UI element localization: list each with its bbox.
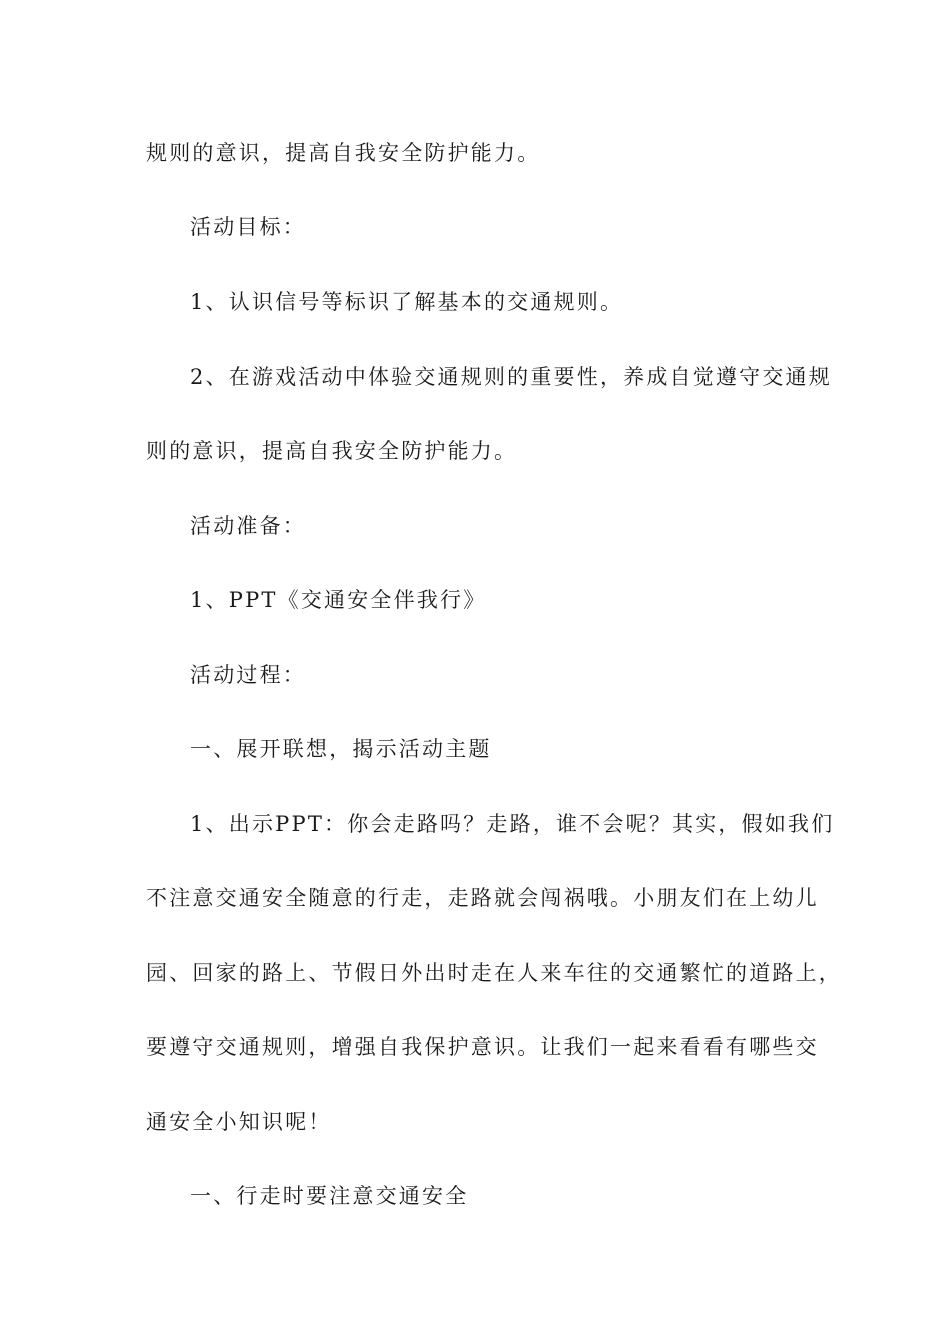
paragraph-line: 园、回家的路上、节假日外出时走在人来车往的交通繁忙的道路上， [146,961,842,985]
paragraph-line: 则的意识，提高自我安全防护能力。 [146,439,518,463]
paragraph-line: 通安全小知识呢！ [146,1110,332,1134]
paragraph-line: 规则的意识，提高自我安全防护能力。 [146,141,541,165]
subsection-heading: 一、展开联想，揭示活动主题 [190,737,492,761]
list-item: 1、PPT《交通安全伴我行》 [190,588,487,612]
list-item: 1、认识信号等标识了解基本的交通规则。 [190,290,624,314]
paragraph-line: 不注意交通安全随意的行走，走路就会闯祸哦。小朋友们在上幼儿 [146,886,819,910]
section-heading-activity-process: 活动过程： [190,663,306,687]
list-item: 1、出示PPT：你会走路吗？走路，谁不会呢？其实，假如我们 [190,812,835,836]
section-heading-activity-goals: 活动目标： [190,215,306,239]
list-item: 2、在游戏活动中体验交通规则的重要性，养成自觉遵守交通规 [190,365,832,389]
paragraph-line: 要遵守交通规则，增强自我保护意识。让我们一起来看看有哪些交 [146,1035,819,1059]
section-heading-activity-preparation: 活动准备： [190,514,306,538]
subsection-heading: 一、行走时要注意交通安全 [190,1184,469,1208]
